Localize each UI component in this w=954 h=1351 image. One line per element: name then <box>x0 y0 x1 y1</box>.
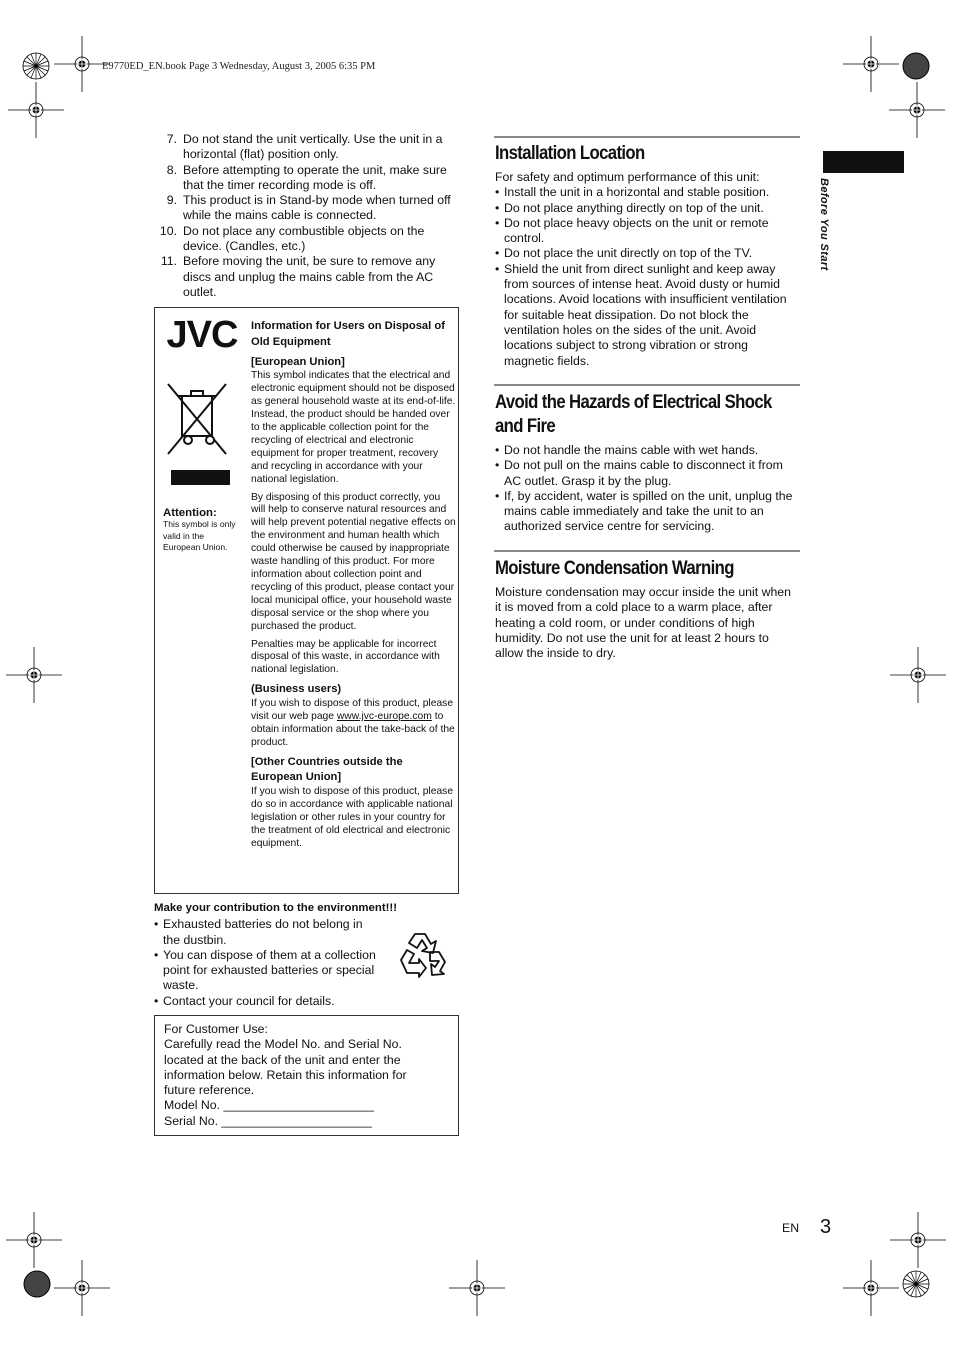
bin-underbar <box>171 470 230 485</box>
other-countries-paragraph: If you wish to dispose of this product, please do so in accordance with applicable national legislation or other rules in your country for the treatment of old electrical and electronic equipment. <box>251 786 454 849</box>
crossed-out-bin-icon <box>164 380 230 462</box>
list-item: • Do not handle the mains cable with wet hands. <box>495 443 759 457</box>
model-number-field: Model No. ______________________ <box>164 1098 374 1113</box>
installation-intro: For safety and optimum performance of this unit: <box>495 170 760 184</box>
weee-heading: Information for Users on Disposal of Old Equipment <box>251 320 445 348</box>
list-item: • Shield the unit from direct sunlight and keep away from sources of intense heat. Avoid dusty or humid locations. Avoid locations with insufficient ventilation for suitable heat dissipation. Do not block the ventilation holes on the sides of the unit. Avoid locations subject to strong vibration or strong magnetic fields. <box>495 261 787 368</box>
file-info-header: E9770ED_EN.book Page 3 Wednesday, August 3, 2005 6:35 PM <box>102 61 376 72</box>
contribution-title: Make your contribution to the environment!!! <box>154 902 398 914</box>
language-code: EN <box>782 1221 800 1235</box>
moisture-title: Moisture Condensation Warning <box>495 558 734 579</box>
list-item: 9. This product is in Stand-by mode when turned off while the mains cable is connected. <box>166 193 451 223</box>
serial-number-field: Serial No. ______________________ <box>164 1113 372 1128</box>
page-number: 3 <box>820 1216 832 1238</box>
list-item: • Do not place heavy objects on the unit or remote control. <box>495 215 769 246</box>
customer-title: For Customer Use: <box>164 1022 268 1036</box>
recycle-icon <box>395 928 451 982</box>
eu-heading: [European Union] <box>251 355 345 368</box>
business-heading: (Business users) <box>251 683 342 696</box>
business-paragraph: If you wish to dispose of this product, please visit our web page www.jvc-europe.com to obtain information about the take-back of the product. <box>251 698 455 748</box>
precautions-list <box>150 132 460 300</box>
hazards-body <box>495 443 800 535</box>
jvc-logo <box>162 316 242 350</box>
installation-title: Installation Location <box>495 143 645 164</box>
list-item: • Do not place anything directly on top of the unit. <box>495 200 764 215</box>
list-item: • Do not pull on the mains cable to disconnect it from AC outlet. Grasp it by the plug. <box>495 458 783 488</box>
side-section-label: Before You Start <box>818 178 830 271</box>
list-item: • If, by accident, water is spilled on the unit, unplug the mains cable immediately and take the unit to an authorized service centre for servicing. <box>495 488 793 534</box>
list-item: 8. Before attempting to operate the unit, make sure that the timer recording mode is off. <box>166 162 447 192</box>
list-item: • You can dispose of them at a collection point for exhausted batteries or special waste. <box>154 947 376 993</box>
hazards-title: Avoid the Hazards of Electrical Shock and Fire <box>495 392 772 437</box>
section-rule <box>494 136 800 138</box>
installation-body <box>495 170 800 369</box>
moisture-body: Moisture condensation may occur inside the unit when it is moved from a cold place to a warm place, after heating a cold room, or under conditions of high humidity. Do not use the unit for at least 2 hours to allow the inside to dry. <box>495 585 791 661</box>
list-item: 7. Do not stand the unit vertically. Use the unit in a horizontal (flat) position only. <box>166 132 443 162</box>
section-rule <box>494 550 800 552</box>
attention-body: This symbol is only valid in the European Union. <box>163 519 236 552</box>
eu-paragraph-3: Penalties may be applicable for incorrect disposal of this waste, in accordance with national legislation. <box>251 638 440 676</box>
jvc-logo-text: JVC <box>166 316 238 350</box>
list-item: • Install the unit in a horizontal and stable position. <box>495 185 770 200</box>
list-item: • Exhausted batteries do not belong in the dustbin. <box>154 917 363 947</box>
attention-note <box>163 507 243 554</box>
customer-instructions: Carefully read the Model No. and Serial No. located at the back of the unit and enter the information below. Retain this information for future reference. <box>164 1037 407 1098</box>
list-item: • Contact your council for details. <box>154 993 335 1008</box>
other-countries-heading: [Other Countries outside the European Union] <box>251 755 403 784</box>
section-rule <box>494 384 800 386</box>
list-item: • Do not place the unit directly on top of the TV. <box>495 246 753 261</box>
jvc-europe-link[interactable]: www.jvc-europe.com <box>336 710 432 722</box>
attention-title: Attention: <box>163 507 217 519</box>
eu-paragraph-2: By disposing of this product correctly, you will help to conserve natural resources and will help prevent potential negative effects on the environment and human health which could otherwise be caused by inappropriate waste handling of this product. For more information about collection point and recycling of this product, please contact your local municipal office, your household waste disposal service or the shop where you purchased the product. <box>251 491 456 632</box>
customer-use-box <box>154 1015 459 1136</box>
list-item: 11. Before moving the unit, be sure to remove any discs and unplug the mains cable from the AC outlet. <box>160 254 436 299</box>
eu-paragraph-1: This symbol indicates that the electrical and electronic equipment should not be disposed as general household waste at its end-of-life. Instead, the product should be handed over to the applicable collection point for the recycling of electrical and electronic equipment for proper treatment, recovery and recycling in accordance with your national legislation. <box>251 370 456 485</box>
list-item: 10. Do not place any combustible objects on the device. (Candles, etc.) <box>159 223 425 254</box>
section-tab <box>823 151 904 173</box>
weee-text <box>251 319 456 856</box>
